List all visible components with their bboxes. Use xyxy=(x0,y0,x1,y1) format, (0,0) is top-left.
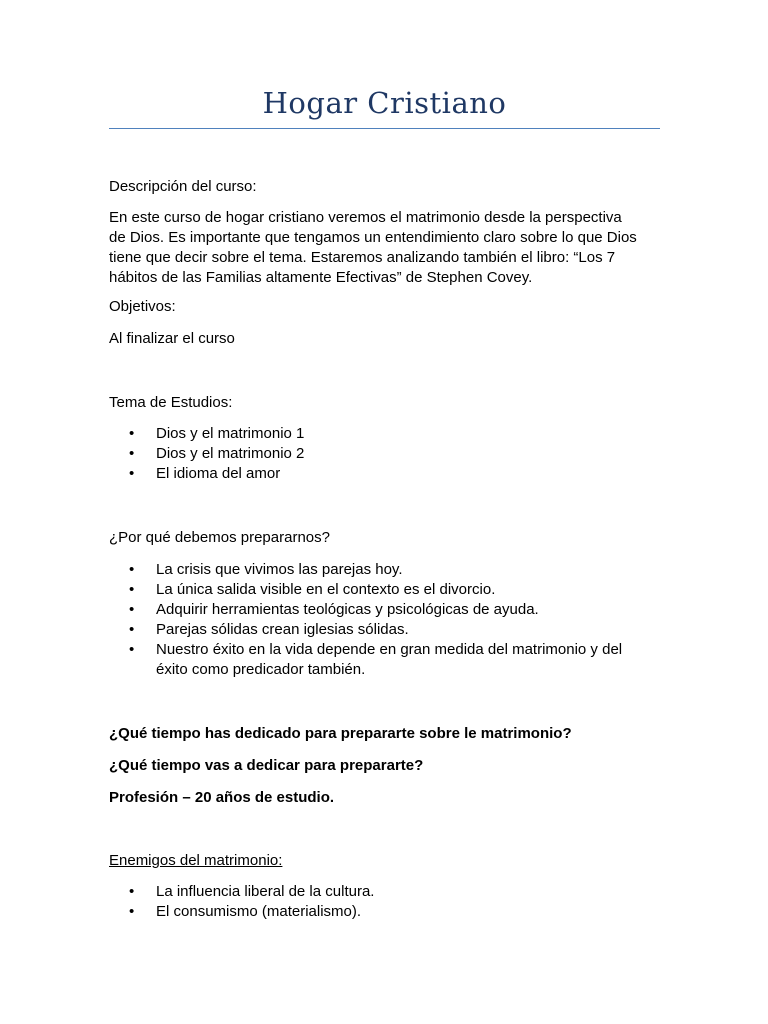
bullet-icon: • xyxy=(129,641,135,658)
list-item: • Dios y el matrimonio 1 xyxy=(129,425,305,442)
question-time-to-dedicate: ¿Qué tiempo vas a dedicar para prepararte? xyxy=(109,757,424,774)
descripcion-label: Descripción del curso: xyxy=(109,178,257,195)
descripcion-line: de Dios. Es importante que tengamos un entendimiento claro sobre lo que Dios xyxy=(109,229,637,246)
list-item: • El consumismo (materialismo). xyxy=(129,903,362,920)
bullet-icon: • xyxy=(129,621,135,638)
descripcion-line: tiene que decir sobre el tema. Estaremos analizando también el libro: “Los 7 xyxy=(109,249,616,266)
list-item: • El idioma del amor xyxy=(129,465,281,482)
bullet-icon: • xyxy=(129,883,135,900)
bullet-icon: • xyxy=(129,465,135,482)
list-item: • La influencia liberal de la cultura. xyxy=(129,883,375,900)
enemigos-list xyxy=(109,882,374,922)
list-item: • Adquirir herramientas teológicas y psicológicas de ayuda. xyxy=(129,601,539,618)
list-item: • La única salida visible en el contexto es el divorcio. xyxy=(129,581,496,598)
bullet-icon: • xyxy=(129,425,135,442)
list-item: • Dios y el matrimonio 2 xyxy=(129,445,305,462)
objetivos-label: Objetivos: xyxy=(109,298,176,315)
question-time-dedicated: ¿Qué tiempo has dedicado para prepararte sobre le matrimonio? xyxy=(109,725,572,742)
bullet-icon: • xyxy=(129,903,135,920)
enemigos-label: Enemigos del matrimonio: xyxy=(109,852,283,869)
tema-label: Tema de Estudios: xyxy=(109,394,233,411)
objetivos-text: Al finalizar el curso xyxy=(109,330,235,347)
bullet-icon: • xyxy=(129,445,135,462)
bullet-icon: • xyxy=(129,561,135,578)
profesion-note: Profesión – 20 años de estudio. xyxy=(109,789,335,806)
list-item: • Nuestro éxito en la vida depende en gran medida del matrimonio y del éxito como predicador también. xyxy=(129,641,623,678)
porque-list xyxy=(109,560,622,680)
porque-label: ¿Por qué debemos prepararnos? xyxy=(109,529,330,546)
bullet-icon: • xyxy=(129,581,135,598)
document-title: Hogar Cristiano xyxy=(262,86,507,120)
tema-list xyxy=(109,424,304,484)
descripcion-line: hábitos de las Familias altamente Efectivas” de Stephen Covey. xyxy=(109,269,533,286)
title-underline-rule xyxy=(109,128,660,129)
list-item: • Parejas sólidas crean iglesias sólidas. xyxy=(129,621,409,638)
list-item: • La crisis que vivimos las parejas hoy. xyxy=(129,561,403,578)
bullet-icon: • xyxy=(129,601,135,618)
descripcion-line: En este curso de hogar cristiano veremos el matrimonio desde la perspectiva xyxy=(109,209,622,226)
descripcion-paragraph xyxy=(109,208,660,288)
